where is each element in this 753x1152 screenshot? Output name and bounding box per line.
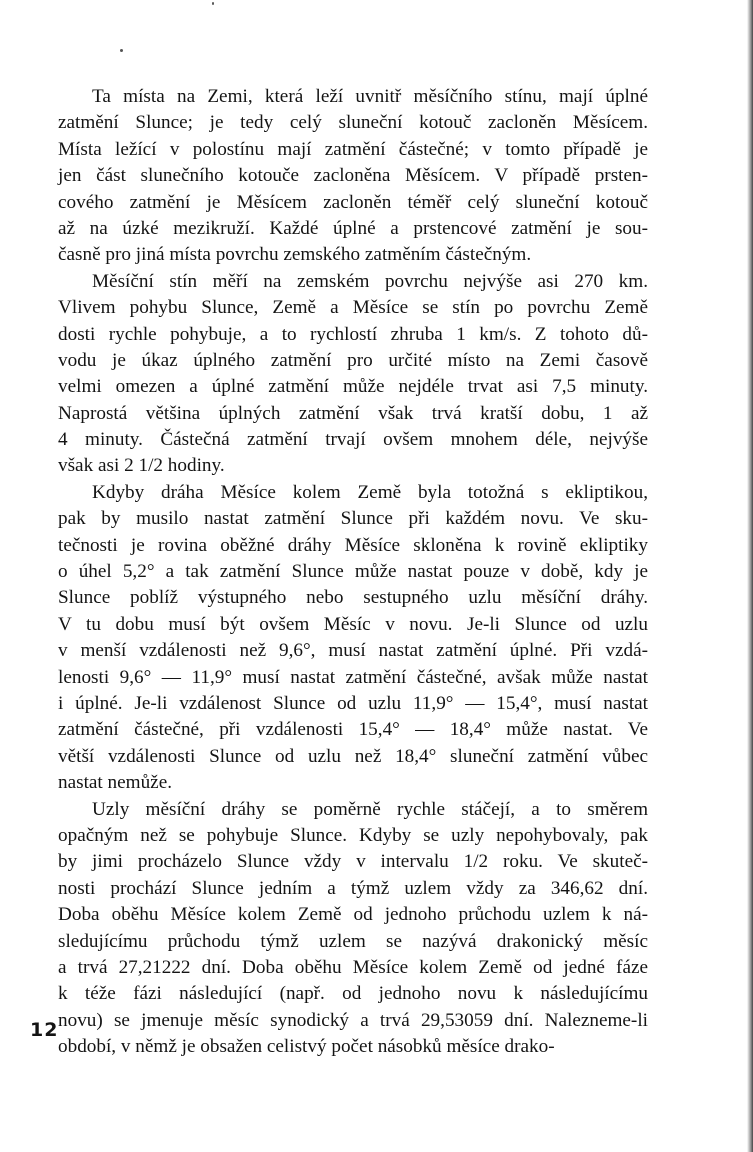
- text-line: nosti prochází Slunce jedním a týmž uzlem vždy za 346,62 dní.: [58, 877, 648, 899]
- text-line: by jimi procházelo Slunce vždy v intervalu 1/2 roku. Ve skuteč-: [58, 851, 648, 873]
- text-line: Naprostá většina úplných zatmění však trvá kratší dobu, 1 až: [58, 402, 648, 424]
- text-line: jen část slunečního kotouče zacloněna Měsícem. V případě prsten-: [58, 165, 648, 187]
- text-line: Vlivem pohybu Slunce, Země a Měsíce se stín po povrchu Země: [58, 297, 648, 319]
- text-line: větší vzdálenosti Slunce od uzlu než 18,4° sluneční zatmění vůbec: [58, 745, 648, 767]
- text-line: Doba oběhu Měsíce kolem Země od jednoho průchodu uzlem k ná-: [58, 904, 648, 926]
- text-line: novu) se jmenuje měsíc synodický a trvá 29,53059 dní. Nalezneme-li: [58, 1009, 648, 1031]
- text-line: Slunce poblíž výstupného nebo sestupného uzlu měsíční dráhy.: [58, 587, 648, 609]
- paragraph: [58, 480, 648, 797]
- body-text: [58, 84, 648, 1060]
- text-line: Kdyby dráha Měsíce kolem Země byla totožná s ekliptikou,: [92, 481, 648, 503]
- text-line: až na úzké mezikruží. Každé úplné a prstencové zatmění je sou-: [58, 217, 648, 239]
- text-line: období, v němž je obsažen celistvý počet násobků měsíce drako-: [58, 1036, 555, 1058]
- text-line: Ta místa na Zemi, která leží uvnitř měsíčního stínu, mají úplné: [92, 86, 648, 107]
- text-line: velmi omezen a úplné zatmění může nejdéle trvat asi 7,5 minuty.: [58, 376, 648, 398]
- paragraph: [58, 797, 648, 1061]
- text-line: v menší vzdálenosti než 9,6°, musí nastat zatmění úplné. Při vzdá-: [58, 640, 648, 662]
- text-line: Místa ležící v polostínu mají zatmění částečné; v tomto případě je: [58, 138, 648, 160]
- text-line: tečnosti je rovina oběžné dráhy Měsíce skloněna k rovině ekliptiky: [58, 534, 648, 556]
- text-line: vodu je úkaz úplného zatmění pro určité místo na Zemi časově: [58, 349, 648, 371]
- page-number: 12: [30, 1019, 59, 1041]
- text-line: zatmění Slunce; je tedy celý sluneční kotouč zacloněn Měsícem.: [58, 112, 648, 134]
- text-line: 4 minuty. Částečná zatmění trvají ovšem mnohem déle, nejvýše: [58, 429, 648, 451]
- text-line: k téže fázi následující (např. od jednoho novu k následujícímu: [58, 983, 648, 1005]
- paragraph: [58, 269, 648, 480]
- text-line: a trvá 27,21222 dní. Doba oběhu Měsíce kolem Země od jedné fáze: [58, 956, 648, 978]
- text-line: však asi 2 1/2 hodiny.: [58, 455, 225, 477]
- text-line: časně pro jiná místa povrchu zemského zatměním částečným.: [58, 244, 532, 266]
- page-edge-shadow: [747, 0, 753, 1152]
- text-line: pak by musilo nastat zatmění Slunce při každém novu. Ve sku-: [58, 508, 648, 530]
- print-speck: [120, 49, 123, 52]
- text-line: opačným než se pohybuje Slunce. Kdyby se uzly nepohybovaly, pak: [58, 824, 648, 846]
- text-line: Měsíční stín měří na zemském povrchu nejvýše asi 270 km.: [92, 270, 648, 292]
- text-line: dosti rychle pohybuje, a to rychlostí zhruba 1 km/s. Z tohoto dů-: [58, 323, 648, 345]
- print-speck: [212, 2, 214, 5]
- text-line: zatmění částečné, při vzdálenosti 15,4° — 18,4° může nastat. Ve: [58, 719, 648, 741]
- text-line: cového zatmění je Měsícem zacloněn téměř celý sluneční kotouč: [58, 191, 648, 213]
- paragraph: [58, 84, 648, 269]
- text-line: nastat nemůže.: [58, 772, 173, 794]
- text-line: V tu dobu musí být ovšem Měsíc v novu. Je-li Slunce od uzlu: [58, 613, 648, 635]
- text-line: lenosti 9,6° — 11,9° musí nastat zatmění částečné, avšak může nastat: [58, 666, 648, 688]
- text-line: sledujícímu průchodu týmž uzlem se nazývá drakonický měsíc: [58, 930, 648, 952]
- text-line: Uzly měsíční dráhy se poměrně rychle stáčejí, a to směrem: [92, 798, 648, 820]
- text-line: i úplné. Je-li vzdálenost Slunce od uzlu 11,9° — 15,4°, musí nastat: [58, 692, 648, 714]
- text-line: o úhel 5,2° a tak zatmění Slunce může nastat pouze v době, kdy je: [58, 561, 648, 583]
